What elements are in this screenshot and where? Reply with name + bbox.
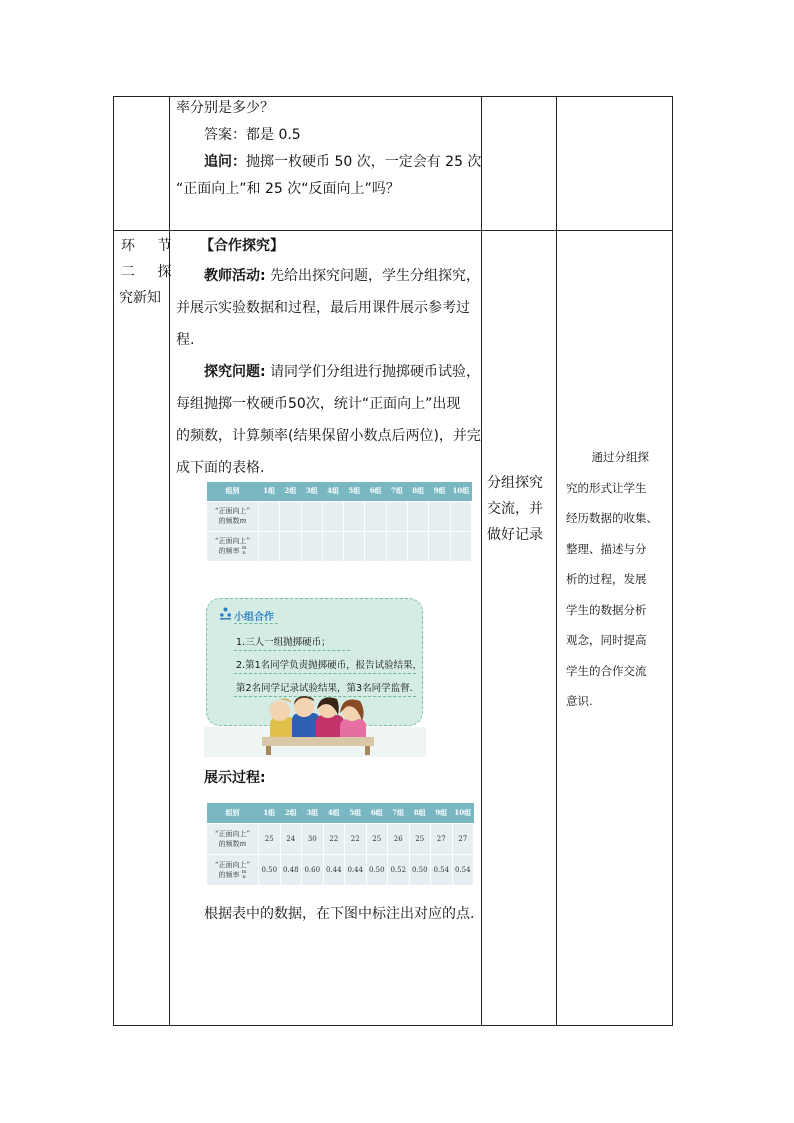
followup-line <box>204 152 481 172</box>
child-figure-3 <box>316 697 344 743</box>
count-cell: 30 <box>302 823 324 854</box>
empty-cell <box>322 501 343 531</box>
row-label-count <box>207 823 259 854</box>
show-process-title: 展示过程: <box>204 770 266 786</box>
header-cell: 2组 <box>280 803 302 823</box>
column-divider <box>481 96 482 1025</box>
empty-cell <box>408 531 429 561</box>
stage-row-1 <box>117 233 172 259</box>
count-cell: 25 <box>259 823 281 854</box>
row-label-frequency <box>207 854 259 885</box>
frequency-cell: 0.50 <box>259 854 281 885</box>
result-frequency-table <box>206 803 474 886</box>
row-divider <box>113 230 672 231</box>
frequency-cell: 0.44 <box>345 854 367 885</box>
count-cell: 24 <box>280 823 302 854</box>
intent-line: 学生的合作交流 <box>566 663 647 678</box>
empty-cell <box>365 501 386 531</box>
stage-char: 二 <box>121 264 135 280</box>
fraction-m-over-n: m n <box>241 545 247 556</box>
count-cell: 27 <box>431 823 453 854</box>
header-cell: 8组 <box>409 803 431 823</box>
empty-cell <box>344 531 365 561</box>
header-cell: 9组 <box>431 803 453 823</box>
top-line-1: 率分别是多少？ <box>176 100 274 116</box>
label-text: “正面向上” <box>214 829 251 838</box>
teacher-activity-label: 教师活动: <box>204 268 266 284</box>
empty-cell <box>450 531 471 561</box>
header-cell: 5组 <box>345 803 367 823</box>
stage-cell <box>117 233 172 311</box>
table-row <box>207 501 472 531</box>
frequency-cell: 0.50 <box>366 854 388 885</box>
intent-line: 析的过程，发展 <box>566 572 647 586</box>
stage-row-2 <box>117 259 172 285</box>
header-cell: 1组 <box>259 482 280 501</box>
label-text: 的频率 <box>218 870 240 879</box>
table-row <box>207 854 474 885</box>
intent-line: 通过分组探 <box>580 450 649 464</box>
count-cell: 22 <box>345 823 367 854</box>
question-line-2: 每组抛掷一枚硬币50次，统计“正面向上”出现 <box>176 396 461 412</box>
student-activity-cell <box>487 470 553 548</box>
children-illustration <box>204 693 426 757</box>
empty-cell <box>365 531 386 561</box>
child-figure-2 <box>292 696 320 743</box>
header-cell: 7组 <box>388 803 410 823</box>
empty-cell <box>259 501 280 531</box>
label-text: 的频数 <box>218 517 240 525</box>
answer-line: 答案：都是 0.5 <box>204 127 301 143</box>
count-cell: 25 <box>366 823 388 854</box>
count-cell: 26 <box>388 823 410 854</box>
question-line-4: 成下面的表格. <box>176 460 265 476</box>
header-cell: 8组 <box>408 482 429 501</box>
intent-line: 学生的数据分析 <box>566 602 647 617</box>
question-label: 探究问题: <box>204 364 266 380</box>
stage-char: 环 <box>121 238 135 254</box>
label-text: 的频率 <box>218 547 240 555</box>
empty-cell <box>408 501 429 531</box>
header-cell: 4组 <box>323 803 345 823</box>
teacher-activity-line-1 <box>204 266 480 286</box>
design-intent-cell <box>566 442 670 717</box>
header-cell: 10组 <box>452 803 474 823</box>
intent-line: 究的形式让学生 <box>566 480 647 495</box>
fraction-m-over-n: m n <box>241 868 247 880</box>
empty-cell <box>429 531 450 561</box>
header-cell: 7组 <box>386 482 407 501</box>
frequency-cell: 0.48 <box>280 854 302 885</box>
empty-cell <box>280 501 301 531</box>
group-card-item: 第2名同学记录试验结果，第3名同学监督. <box>236 683 413 694</box>
stage-char: 探 <box>157 264 172 280</box>
question-line-3: 的频数，计算频率(结果保留小数点后两位)，并完 <box>176 428 481 444</box>
row-label-count <box>207 501 259 531</box>
column-divider <box>556 96 557 1025</box>
item-underline <box>234 673 416 674</box>
header-cell: 6组 <box>365 482 386 501</box>
empty-cell <box>259 531 280 561</box>
header-cell: 1组 <box>259 803 281 823</box>
frequency-cell: 0.60 <box>302 854 324 885</box>
frequency-cell: 0.50 <box>409 854 431 885</box>
student-activity-line: 交流，并 <box>487 501 543 517</box>
frequency-cell: 0.44 <box>323 854 345 885</box>
header-cell: 9组 <box>429 482 450 501</box>
label-text: “正面向上” <box>214 507 251 515</box>
student-activity-line: 分组探究 <box>487 475 543 491</box>
header-cell: 5组 <box>344 482 365 501</box>
title-underline <box>234 623 278 624</box>
group-card-item: 2.第1名同学负责抛掷硬币，报告试验结果， <box>236 660 423 671</box>
header-cell: 3组 <box>301 482 322 501</box>
empty-cell <box>386 501 407 531</box>
count-cell: 25 <box>409 823 431 854</box>
label-text: “正面向上” <box>214 537 251 545</box>
row-label-frequency <box>207 531 259 561</box>
intent-line: 经历数据的收集、 <box>566 511 658 525</box>
stage-row-3 <box>117 285 167 311</box>
label-text: “正面向上” <box>214 860 251 869</box>
group-card-item: 1.三人一组抛掷硬币； <box>236 637 331 648</box>
top-line-3: “正面向上”和 25 次“反面向上”吗？ <box>176 181 400 197</box>
stage-char: 究新知 <box>119 290 161 306</box>
followup-text: 抛掷一枚硬币 50 次，一定会有 25 次 <box>246 154 482 170</box>
empty-cell <box>386 531 407 561</box>
question-line-1 <box>204 362 480 382</box>
frequency-cell: 0.54 <box>431 854 453 885</box>
empty-cell <box>344 501 365 531</box>
header-cell: 组别 <box>207 482 259 501</box>
label-var: m <box>239 517 247 525</box>
empty-cell <box>301 531 322 561</box>
empty-cell <box>301 501 322 531</box>
table-header-row <box>207 482 472 501</box>
table-row <box>207 823 474 854</box>
group-card-title: 小组合作 <box>234 612 274 623</box>
header-cell: 2组 <box>280 482 301 501</box>
teacher-activity-line-3: 程. <box>176 332 195 348</box>
empty-frequency-table <box>206 482 472 562</box>
column-divider <box>169 96 170 1025</box>
empty-cell <box>429 501 450 531</box>
child-figure-4 <box>340 700 366 744</box>
empty-cell <box>450 501 471 531</box>
teacher-activity-line-2: 并展示实验数据和过程，最后用课件展示参考过 <box>176 300 470 316</box>
header-cell: 3组 <box>302 803 324 823</box>
teacher-activity-text: 先给出探究问题，学生分组探究， <box>270 268 481 284</box>
child-figure-1 <box>268 699 296 744</box>
label-text: 的频数 <box>218 839 240 848</box>
frequency-cell: 0.52 <box>388 854 410 885</box>
question-text: 请同学们分组进行抛掷硬币试验， <box>270 364 481 380</box>
header-cell: 10组 <box>450 482 471 501</box>
header-cell: 6组 <box>366 803 388 823</box>
intent-line: 观念，同时提高 <box>566 633 647 647</box>
student-activity-line: 做好记录 <box>487 527 543 543</box>
item-underline <box>234 650 350 651</box>
count-cell: 27 <box>452 823 474 854</box>
empty-cell <box>280 531 301 561</box>
frequency-cell: 0.54 <box>452 854 474 885</box>
count-cell: 22 <box>323 823 345 854</box>
table-header-row <box>207 803 474 823</box>
header-cell: 4组 <box>322 482 343 501</box>
empty-cell <box>322 531 343 561</box>
stage-char: 节 <box>157 238 172 254</box>
label-var: m <box>239 839 247 848</box>
intent-line: 整理、描述与分 <box>566 541 647 556</box>
intent-line: 意识. <box>566 694 593 708</box>
closing-instruction: 根据表中的数据，在下图中标注出对应的点. <box>204 906 475 922</box>
followup-label: 追问： <box>204 154 246 170</box>
people-icon <box>219 607 232 620</box>
table-row <box>207 531 472 561</box>
section-title: 【合作探究】 <box>200 238 284 254</box>
header-cell: 组别 <box>207 803 259 823</box>
